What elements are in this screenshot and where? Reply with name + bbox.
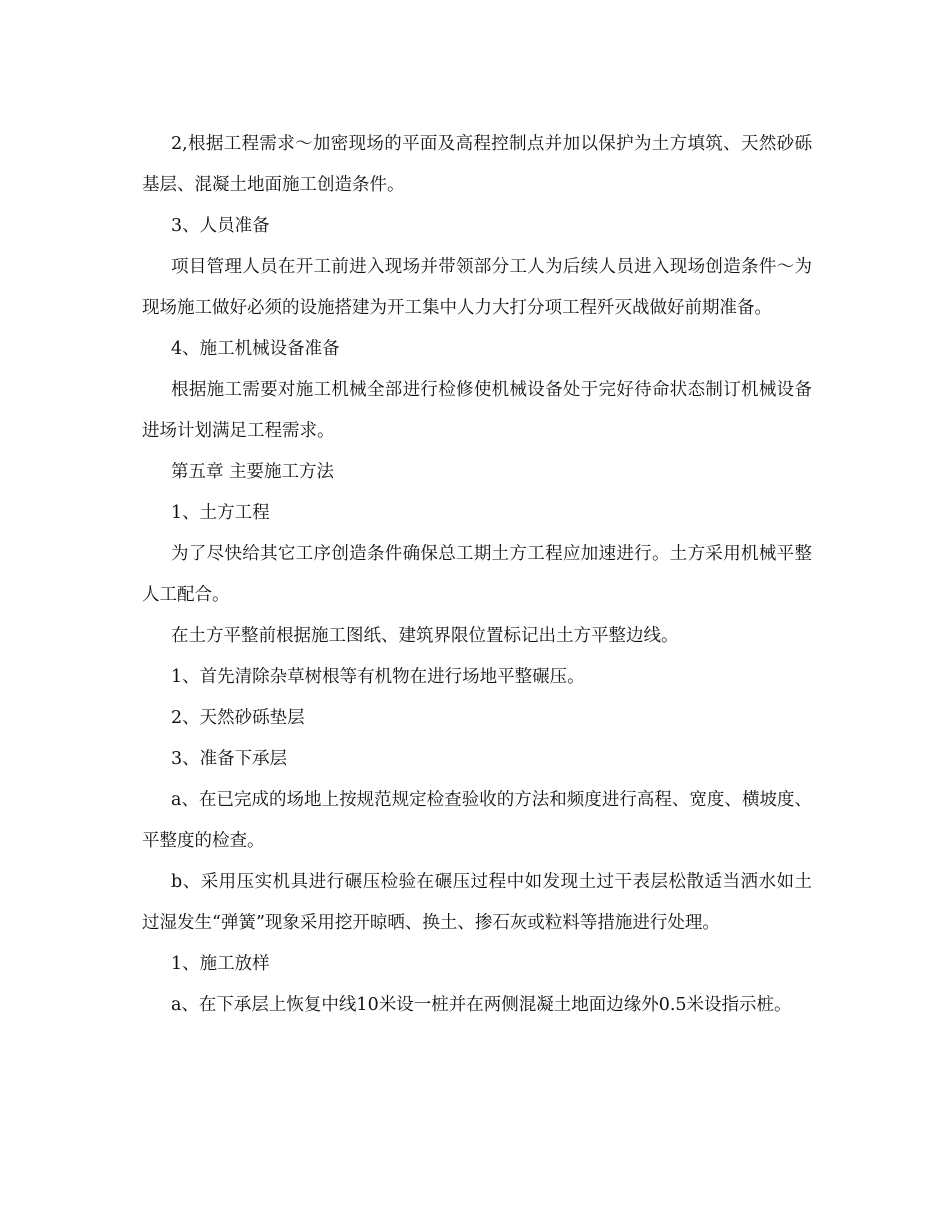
heading-personnel-preparation: 3、人员准备 [171,216,270,236]
list-item-inspection: a、在已完成的场地上按规范规定检查验收的方法和频度进行高程、宽度、横坡度、平整度的检查。 [142,790,812,851]
list-item-compaction: b、采用压实机具进行碾压检验在碾压过程中如发现土过干表层松散适当洒水如土过湿发生“弹簧”现象采用挖开晾晒、换土、掺石灰或粒料等措施进行处理。 [142,872,812,933]
heading-sublayer: 3、准备下承层 [171,749,288,769]
heading-gravel-cushion: 2、天然砂砾垫层 [171,708,305,728]
paragraph-control-points: 2,根据工程需求～加密现场的平面及高程控制点并加以保护为土方填筑、天然砂砾基层、混凝土地面施工创造条件。 [142,134,812,195]
list-item-clearing: 1、首先清除杂草树根等有机物在进行场地平整碾压。 [171,667,585,687]
list-item-centerline: a、在下承层上恢复中线10米设一桩并在两侧混凝土地面边缘外0.5米设指示桩。 [171,995,792,1015]
paragraph-earthwork: 为了尽快给其它工序创造条件确保总工期土方工程应加速进行。土方采用机械平整人工配合。 [142,544,812,605]
chapter-heading: 第五章 主要施工方法 [171,462,335,482]
heading-setting-out: 1、施工放样 [171,954,270,974]
heading-earthwork: 1、土方工程 [171,503,270,523]
paragraph-leveling-boundary: 在土方平整前根据施工图纸、建筑界限位置标记出土方平整边线。 [171,626,679,646]
paragraph-machinery: 根据施工需要对施工机械全部进行检修使机械设备处于完好待命状态制订机械设备进场计划满足工程需求。 [142,380,812,441]
heading-machinery-preparation: 4、施工机械设备准备 [171,339,340,359]
document-body [142,124,812,1026]
paragraph-personnel: 项目管理人员在开工前进入现场并带领部分工人为后续人员进入现场创造条件～为现场施工做好必须的设施搭建为开工集中人力大打分项工程歼灭战做好前期准备。 [142,257,812,318]
